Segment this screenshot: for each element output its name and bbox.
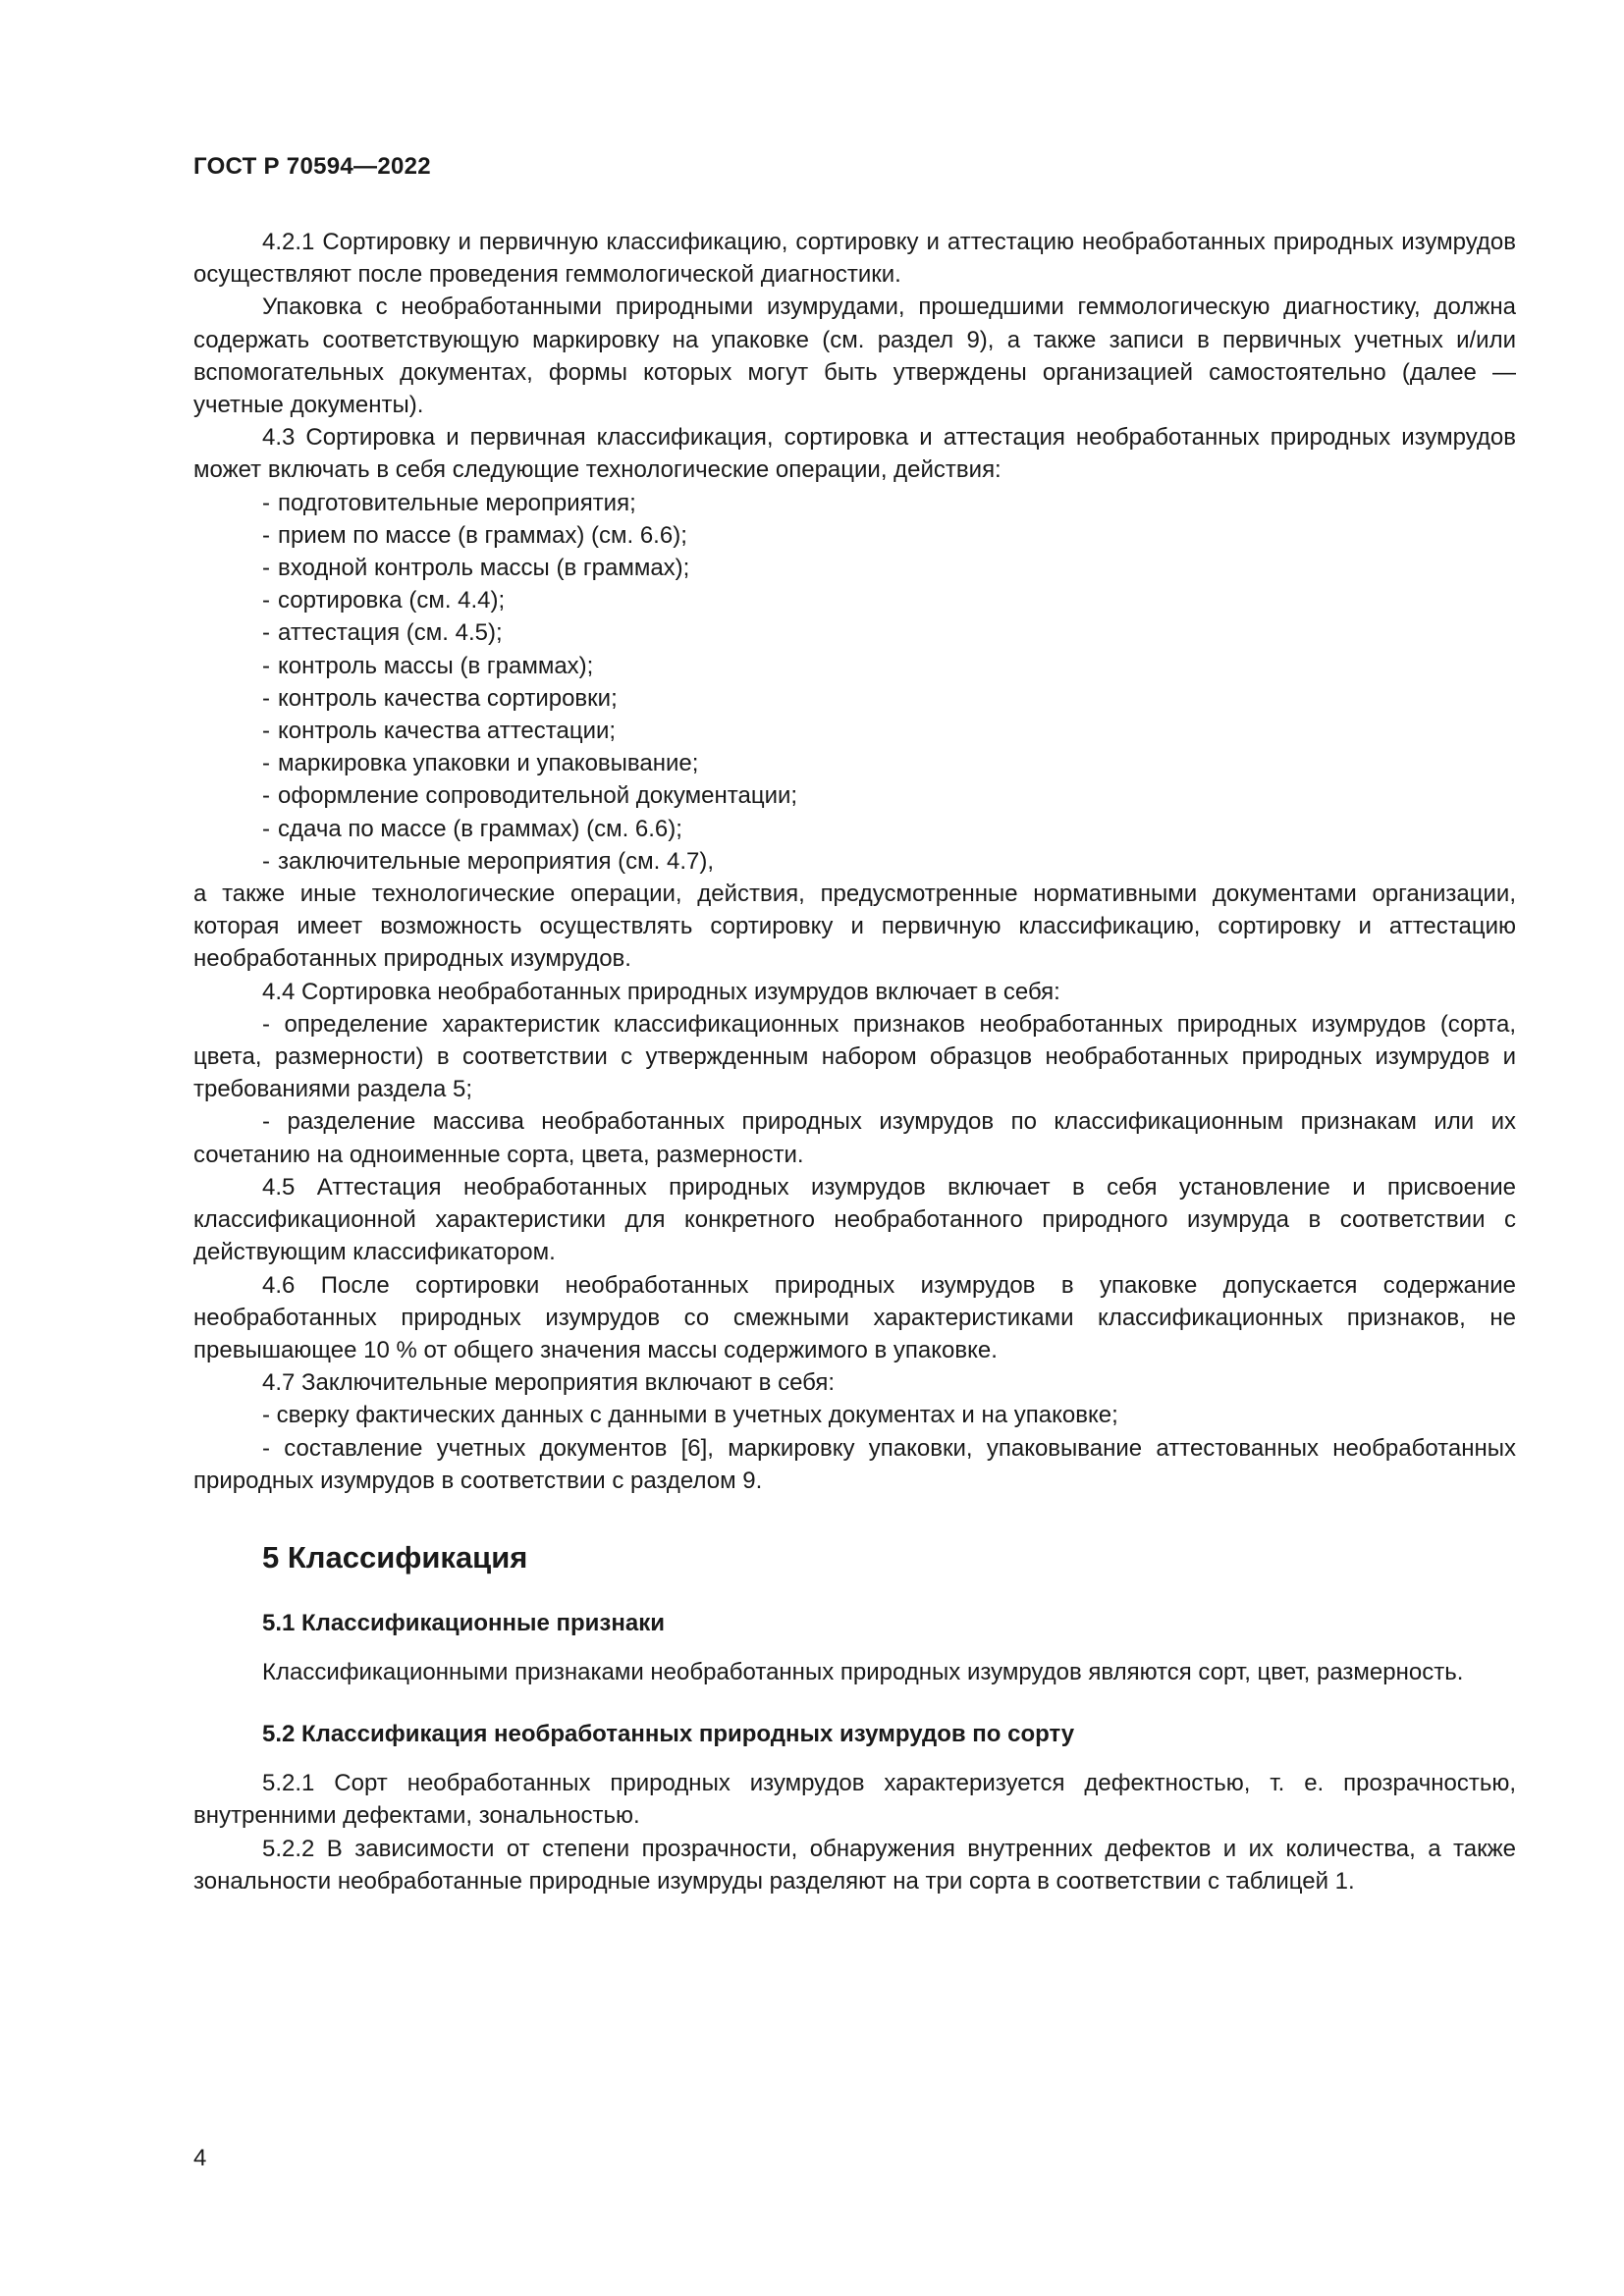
paragraph-4-2-1: 4.2.1 Сортировку и первичную классификацию, сортировку и аттестацию необработанных природных изумрудов осуществляют после проведения геммологической диагностики. <box>193 229 1516 289</box>
paragraph-4-4: 4.4 Сортировка необработанных природных изумрудов включает в себя: <box>262 978 1060 1005</box>
paragraph-4-7: 4.7 Заключительные мероприятия включают в себя: <box>262 1369 836 1397</box>
page-number: 4 <box>193 2145 207 2171</box>
list-item: - заключительные мероприятия (см. 4.7), <box>262 847 715 875</box>
subsection-5-1-heading: 5.1 Классификационные признаки <box>262 1609 665 1636</box>
paragraph-packaging: Упаковка с необработанными природными изумрудами, прошедшими геммологическую диагностику, должна содержать соответствующую маркировку на упаковке (см. раздел 9), а также записи в первичных учетных и/или вспомогательных документах, формы которых могут быть утверждены организацией самостоятельно (далее — учетные документы). <box>193 294 1516 419</box>
list-item: - оформление сопроводительной документации; <box>262 782 798 810</box>
list-item: - разделение массива необработанных природных изумрудов по классификационным признакам или их сочетанию на одноименные сорта, цвета, размерности. <box>193 1108 1516 1168</box>
list-item: - контроль качества аттестации; <box>262 718 617 745</box>
list-item: - контроль качества сортировки; <box>262 684 618 712</box>
paragraph-5-2-1: 5.2.1 Сорт необработанных природных изумрудов характеризуется дефектностью, т. е. прозрачностью, внутренними дефектами, зональностью. <box>193 1770 1516 1830</box>
list-item: - составление учетных документов [6], маркировку упаковки, упаковывание аттестованных необработанных природных изумрудов в соответствии с разделом 9. <box>193 1434 1516 1494</box>
list-item: - подготовительные мероприятия; <box>262 489 636 516</box>
paragraph-4-5: 4.5 Аттестация необработанных природных изумрудов включает в себя установление и присвоение классификационной характеристики для конкретного необработанного природного изумруда в соответствии с действующим классификатором. <box>193 1173 1516 1266</box>
list-item: - аттестация (см. 4.5); <box>262 619 503 647</box>
operations-list <box>193 487 1516 878</box>
document-body <box>193 226 1516 1897</box>
paragraph-4-6: 4.6 После сортировки необработанных природных изумрудов в упаковке допускается содержание необработанных природных изумрудов со смежными характеристиками классификационных признаков, не превышающее 10 % от общего значения массы содержимого в упаковке. <box>193 1271 1516 1363</box>
list-item: - сортировка (см. 4.4); <box>262 587 506 614</box>
subsection-5-2-heading: 5.2 Классификация необработанных природных изумрудов по сорту <box>262 1721 1075 1748</box>
list-item: - прием по массе (в граммах) (см. 6.6); <box>262 521 687 549</box>
list-item: - входной контроль массы (в граммах); <box>262 555 690 582</box>
paragraph-4-3-tail: а также иные технологические операции, действия, предусмотренные нормативными документами организации, которая имеет возможность осуществлять сортировку и первичную классификацию, сортировку и аттестацию необработанных природных изумрудов. <box>193 881 1516 973</box>
list-item: - контроль массы (в граммах); <box>262 652 594 679</box>
document-header: ГОСТ Р 70594—2022 <box>193 153 431 180</box>
paragraph-5-2-2: 5.2.2 В зависимости от степени прозрачности, обнаружения внутренних дефектов и их количества, а также зональности необработанные природные изумруды разделяют на три сорта в соответствии с таблицей 1. <box>193 1835 1516 1895</box>
list-item: - сдача по массе (в граммах) (см. 6.6); <box>262 815 682 842</box>
list-item: - маркировка упаковки и упаковывание; <box>262 750 699 777</box>
paragraph-4-3: 4.3 Сортировка и первичная классификация, сортировка и аттестация необработанных природных изумрудов может включать в себя следующие технологические операции, действия: <box>193 424 1516 484</box>
section-5-heading: 5 Классификация <box>262 1539 528 1575</box>
list-item: - определение характеристик классификационных признаков необработанных природных изумрудов (сорта, цвета, размерности) в соответствии с утвержденным набором образцов необработанных природных изумрудов и требованиями раздела 5; <box>193 1010 1516 1103</box>
list-item: - сверку фактических данных с данными в учетных документах и на упаковке; <box>262 1402 1118 1429</box>
paragraph-5-1: Классификационными признаками необработанных природных изумрудов являются сорт, цвет, размерность. <box>262 1658 1464 1685</box>
